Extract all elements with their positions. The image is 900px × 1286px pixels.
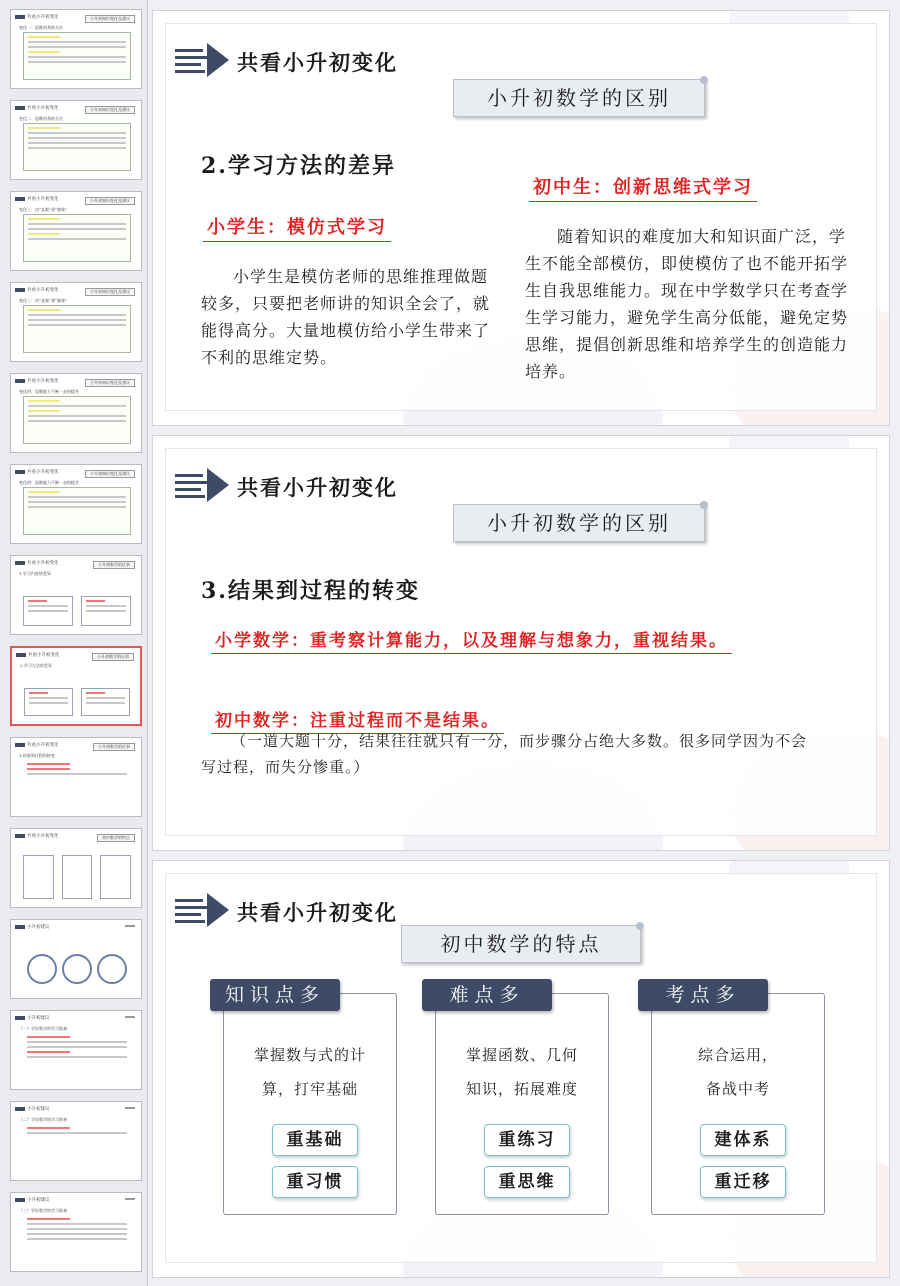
pill-practice: 重练习: [484, 1124, 570, 1156]
thumb-header: 共看小升初变化: [15, 742, 59, 748]
thumb-tag: 小升初知识变化及建议: [85, 379, 135, 387]
thumb-header: 小升初建议: [15, 1197, 50, 1203]
header-bars-icon: [175, 895, 207, 925]
slide-thumbnail-2[interactable]: [10, 100, 142, 180]
thumb-header: 小升初建议: [15, 924, 50, 930]
slide-thumbnail-8-selected[interactable]: [10, 646, 142, 726]
slide-tag-label: 初中数学的特点: [440, 932, 602, 956]
slide-thumbnail-12[interactable]: [10, 1010, 142, 1090]
slide-tag-label: 小升初数学的区别: [487, 86, 671, 110]
feature-card-exam: [651, 984, 825, 1215]
thumb-header: 共看小升初变化: [15, 287, 59, 293]
thumb-subtitle: 变化三：由“直观”到“抽象”: [19, 207, 68, 212]
feature-card-difficulty: [435, 984, 609, 1215]
thumb-subtitle: 3.结果到过程的转变: [19, 753, 55, 758]
thumb-content: [23, 1033, 131, 1081]
pill-habit: 重习惯: [272, 1166, 358, 1198]
junior-student-text: 随着知识的难度加大和知识面广泛，学生不能全部模仿，即使模仿了也不能开拓学生自我思维能力。现在中学数学只在考查学生学习能力，避免学生高分低能，避免定势思维，提倡创新思维和培养学生的创造能力培养。: [525, 227, 849, 381]
thumb-tag: 小升初知识变化及建议: [85, 15, 135, 23]
thumb-content: [23, 305, 131, 353]
thumb-content: [27, 954, 127, 984]
thumb-content: [23, 1215, 131, 1263]
section-title: 3.结果到过程的转变: [201, 578, 420, 604]
slide-header-title: 共看小升初变化: [237, 50, 398, 75]
slide-header-title: 共看小升初变化: [237, 900, 398, 925]
thumb-header: 共看小升初变化: [15, 196, 59, 202]
thumb-header: 共看小升初变化: [16, 652, 60, 658]
thumb-tag: 小升初数学的区别: [93, 561, 135, 569]
header-arrow-icon: [207, 893, 229, 927]
thumb-content: [23, 32, 131, 80]
thumb-tag: [125, 1198, 135, 1200]
thumb-header: 共看小升初变化: [15, 560, 59, 566]
slide-thumbnail-13[interactable]: [10, 1101, 142, 1181]
pill-system: 建体系: [700, 1124, 786, 1156]
thumb-content: [23, 760, 131, 808]
slide-tag-box: [453, 504, 705, 542]
thumb-content: [23, 596, 131, 626]
thumb-header: 共看小升初变化: [15, 469, 59, 475]
slide-thumbnail-rail[interactable]: [0, 0, 148, 1286]
pill-foundation: 重基础: [272, 1124, 358, 1156]
thumb-subtitle: 变化四：思维能力不断一步的提升: [19, 389, 79, 394]
slide-tag-box: [401, 925, 641, 963]
thumb-subtitle: 变化二：思维培养的方法: [19, 116, 63, 121]
primary-student-text: 小学生是模仿老师的思维推理做题较多，只要把老师讲的知识全会了，就能得高分。大量地模仿给小学生带来了不利的思维定势。: [201, 267, 491, 367]
thumb-tag: 小升初知识变化及建议: [85, 106, 135, 114]
thumb-tag: 小升初知识变化及建议: [85, 197, 135, 205]
slide-thumbnail-9[interactable]: [10, 737, 142, 817]
thumb-content: [23, 855, 131, 899]
section-title: 2.学习方法的差异: [201, 153, 396, 179]
thumb-subtitle: （三）学好数学的学习准备: [19, 1208, 67, 1213]
slide-header-title: 共看小升初变化: [237, 475, 398, 500]
card-desc-line: 算，打牢基础: [261, 1080, 358, 1098]
slide-thumbnail-11[interactable]: [10, 919, 142, 999]
thumb-subtitle: 变化四：思维能力不断一步的提升: [19, 480, 79, 485]
thumb-content: [23, 396, 131, 444]
card-desc-line: 掌握函数、几何: [465, 1046, 578, 1064]
header-bars-icon: [175, 45, 207, 75]
card-title: 知识点多: [210, 979, 340, 1011]
junior-math-heading: 初中数学：注重过程而不是结果。: [211, 706, 504, 734]
thumb-subtitle: 1.学习内容的差异: [19, 571, 51, 576]
thumb-content: [23, 1124, 131, 1172]
card-title: 难点多: [422, 979, 552, 1011]
thumb-content: [23, 487, 131, 535]
slide-thumbnail-6[interactable]: [10, 464, 142, 544]
thumb-header: 小升初建议: [15, 1106, 50, 1112]
card-desc-line: 备战中考: [705, 1080, 770, 1098]
header-arrow-icon: [207, 43, 229, 77]
thumb-tag: 小升初知识变化及建议: [85, 470, 135, 478]
thumb-content: [24, 688, 130, 716]
thumb-subtitle: （二）学好数学的学习准备: [19, 1117, 67, 1122]
thumb-tag: 小升初数学的区别: [92, 653, 134, 661]
thumb-subtitle: 变化三：由“直观”到“抽象”: [19, 298, 68, 303]
junior-student-heading: 初中生：创新思维式学习: [529, 173, 757, 202]
junior-math-text: （一道大题十分，结果往往就只有一分，而步骤分占绝大多数。很多同学因为不会写过程，而失分惨重。）: [201, 732, 808, 776]
thumb-tag: [125, 1107, 135, 1109]
card-desc-line: 综合运用，: [697, 1046, 778, 1064]
slide-thumbnail-1[interactable]: [10, 9, 142, 89]
slide-junior-math-features[interactable]: [152, 860, 890, 1278]
slide-thumbnail-14[interactable]: [10, 1192, 142, 1272]
thumb-header: 共看小升初变化: [15, 14, 59, 20]
slide-thumbnail-4[interactable]: [10, 282, 142, 362]
thumb-tag: 小升初数学的区别: [93, 743, 135, 751]
slide-thumbnail-5[interactable]: [10, 373, 142, 453]
header-bars-icon: [175, 470, 207, 500]
thumb-tag: [125, 1016, 135, 1018]
thumb-content: [23, 123, 131, 171]
primary-student-heading: 小学生：模仿式学习: [203, 213, 391, 242]
primary-math-heading: 小学数学：重考察计算能力，以及理解与想象力，重视结果。: [211, 626, 732, 654]
thumb-header: 共看小升初变化: [15, 378, 59, 384]
card-title: 考点多: [638, 979, 768, 1011]
feature-card-knowledge: [223, 984, 397, 1215]
thumb-header: 共看小升初变化: [15, 105, 59, 111]
slide-thumbnail-10[interactable]: [10, 828, 142, 908]
thumb-header: 小升初建议: [15, 1015, 50, 1021]
tag-dot-icon: [700, 76, 708, 84]
tag-dot-icon: [700, 501, 708, 509]
thumb-header: 共看小升初变化: [15, 833, 59, 839]
slide-thumbnail-7[interactable]: [10, 555, 142, 635]
thumb-tag: 初中数学的特点: [97, 834, 135, 842]
card-desc-line: 掌握数与式的计: [253, 1046, 366, 1064]
card-desc-line: 知识，拓展难度: [465, 1080, 578, 1098]
thumb-subtitle: 变化一：思维培养的方法: [19, 25, 63, 30]
slide-tag-box: [453, 79, 705, 117]
thumb-tag: [125, 925, 135, 927]
slide-thumbnail-3[interactable]: [10, 191, 142, 271]
tag-dot-icon: [636, 922, 644, 930]
pill-thinking: 重思维: [484, 1166, 570, 1198]
slide-tag-label: 小升初数学的区别: [487, 511, 671, 535]
card-description: [662, 1038, 814, 1106]
pill-transfer: 重迁移: [700, 1166, 786, 1198]
slide-learning-methods[interactable]: [152, 10, 890, 426]
thumb-subtitle: （一）学好数学的学习准备: [19, 1026, 67, 1031]
thumb-tag: 小升初知识变化及建议: [85, 288, 135, 296]
card-description: [234, 1038, 386, 1106]
thumb-subtitle: 2.学习方法的差异: [20, 663, 52, 668]
thumb-content: [23, 214, 131, 262]
card-description: [446, 1038, 598, 1106]
slide-result-to-process[interactable]: [152, 435, 890, 851]
header-arrow-icon: [207, 468, 229, 502]
